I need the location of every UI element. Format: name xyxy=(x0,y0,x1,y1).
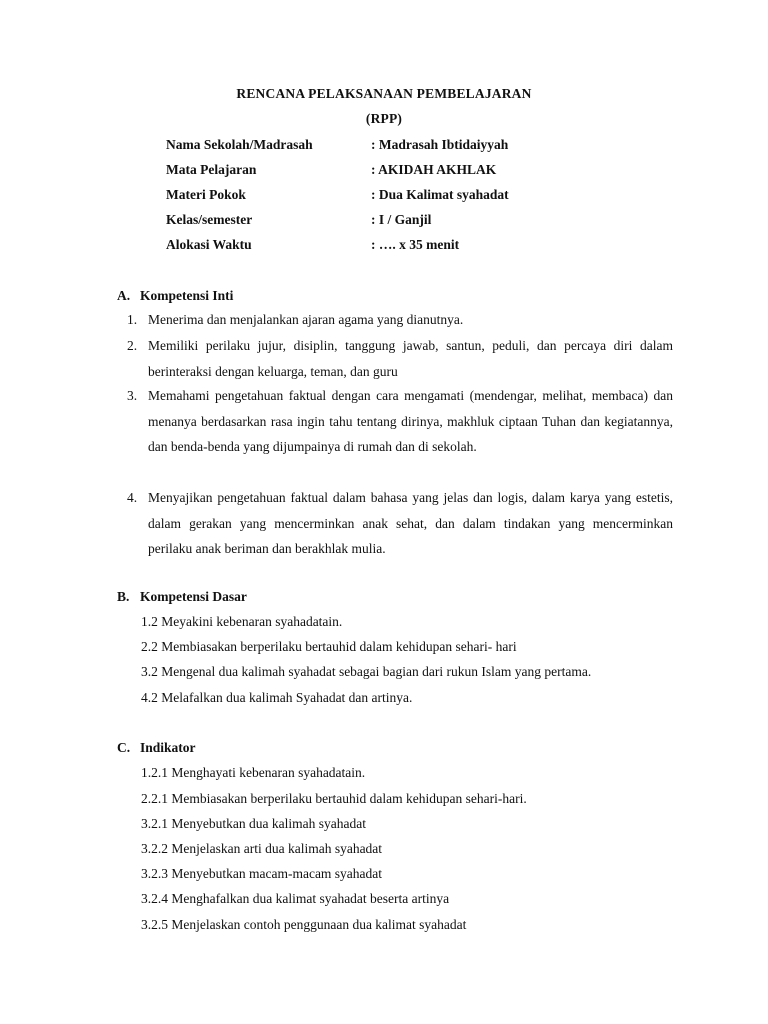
list-number: 4. xyxy=(127,490,138,505)
section-heading-kompetensi-inti xyxy=(117,288,233,304)
section-title: Kompetensi Inti xyxy=(140,288,234,303)
list-item: 3.2.1 Menyebutkan dua kalimah syahadat xyxy=(141,816,366,831)
list-number: 1. xyxy=(127,312,138,327)
list-item xyxy=(127,485,673,562)
list-item: 2.2 Membiasakan berperilaku bertauhid dalam kehidupan sehari- hari xyxy=(141,639,517,654)
identity-value: : I / Ganjil xyxy=(371,212,432,227)
identity-value: : AKIDAH AKHLAK xyxy=(371,162,497,177)
list-item: 1.2.1 Menghayati kebenaran syahadatain. xyxy=(141,765,366,780)
identity-value: : …. x 35 menit xyxy=(371,237,460,252)
list-item xyxy=(127,307,673,333)
list-item xyxy=(127,383,673,460)
identity-label: Nama Sekolah/Madrasah xyxy=(166,137,313,152)
list-item: 2.2.1 Membiasakan berperilaku bertauhid dalam kehidupan sehari-hari. xyxy=(141,791,527,806)
section-letter: C. xyxy=(117,740,131,755)
list-text: Memiliki perilaku jujur, disiplin, tanggung jawab, santun, peduli, dan percaya diri dalam berinteraksi dengan keluarga, teman, dan guru xyxy=(148,338,673,379)
list-text: Memahami pengetahuan faktual dengan cara mengamati (mendengar, melihat, membaca) dan menanya berdasarkan rasa ingin tahu tentang dirinya, makhluk ciptaan Tuhan dan kegiatannya, dan benda-benda yang dijumpainya di rumah dan di sekolah. xyxy=(148,388,673,454)
identity-label: Materi Pokok xyxy=(166,187,246,202)
list-item: 3.2.4 Menghafalkan dua kalimat syahadat beserta artinya xyxy=(141,891,450,906)
identity-label: Alokasi Waktu xyxy=(166,237,252,252)
identity-value: : Madrasah Ibtidaiyyah xyxy=(371,137,509,152)
document-title: RENCANA PELAKSANAAN PEMBELAJARAN xyxy=(236,86,532,101)
list-number: 3. xyxy=(127,388,138,403)
section-title: Kompetensi Dasar xyxy=(140,589,247,604)
list-text: Menerima dan menjalankan ajaran agama yang dianutnya. xyxy=(148,312,464,327)
section-letter: A. xyxy=(117,288,131,303)
list-item xyxy=(127,333,673,384)
list-text: Menyajikan pengetahuan faktual dalam bahasa yang jelas dan logis, dalam karya yang estetis, dalam gerakan yang mencerminkan anak sehat, dan dalam tindakan yang mencerminkan perilaku anak beriman dan berakhlak mulia. xyxy=(148,490,673,556)
list-item: 3.2.5 Menjelaskan contoh penggunaan dua kalimat syahadat xyxy=(141,917,467,932)
list-item: 3.2 Mengenal dua kalimah syahadat sebagai bagian dari rukun Islam yang pertama. xyxy=(141,664,592,679)
identity-value: : Dua Kalimat syahadat xyxy=(371,187,509,202)
list-item: 1.2 Meyakini kebenaran syahadatain. xyxy=(141,614,343,629)
section-title: Indikator xyxy=(140,740,196,755)
section-letter: B. xyxy=(117,589,130,604)
section-heading-indikator xyxy=(117,740,196,756)
list-item: 3.2.3 Menyebutkan macam-macam syahadat xyxy=(141,866,383,881)
section-heading-kompetensi-dasar xyxy=(117,589,247,605)
identity-label: Kelas/semester xyxy=(166,212,253,227)
list-number: 2. xyxy=(127,338,138,353)
identity-label: Mata Pelajaran xyxy=(166,162,257,177)
list-item: 4.2 Melafalkan dua kalimah Syahadat dan artinya. xyxy=(141,690,413,705)
document-subtitle: (RPP) xyxy=(365,111,403,126)
list-item: 3.2.2 Menjelaskan arti dua kalimah syahadat xyxy=(141,841,383,856)
